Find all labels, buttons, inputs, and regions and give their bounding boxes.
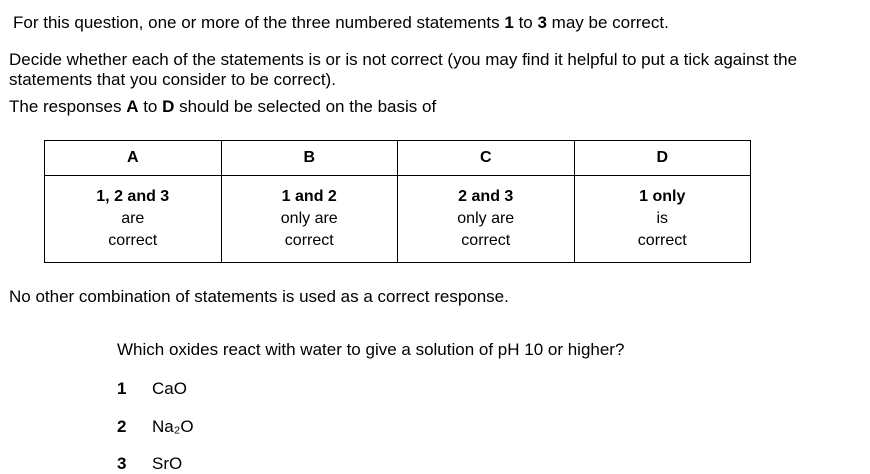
response-letter-a: A xyxy=(45,141,222,176)
statement-text: Na₂O xyxy=(152,417,194,436)
response-meaning-c: 2 and 3 only are correct xyxy=(398,176,575,263)
intro-line-3: The responses A to D should be selected on the basis of xyxy=(9,97,437,116)
response-header-row xyxy=(45,141,751,176)
question-text: Which oxides react with water to give a solution of pH 10 or higher? xyxy=(117,340,625,359)
response-meaning-row xyxy=(45,176,751,263)
no-other-combination-note: No other combination of statements is used as a correct response. xyxy=(9,287,509,306)
response-key-table xyxy=(44,140,751,263)
statement-3 xyxy=(117,454,182,474)
statement-text: SrO xyxy=(152,454,183,473)
statement-number: 2 xyxy=(117,417,127,436)
response-letter-b: B xyxy=(221,141,398,176)
statement-text: CaO xyxy=(152,379,187,398)
response-meaning-a: 1, 2 and 3 are correct xyxy=(45,176,222,263)
response-letter-c: C xyxy=(398,141,575,176)
response-letter-d: D xyxy=(574,141,751,176)
statement-number: 3 xyxy=(117,454,127,473)
intro-line-1: For this question, one or more of the three numbered statements 1 to 3 may be correct. xyxy=(13,13,669,32)
statement-1 xyxy=(117,379,187,399)
statement-2 xyxy=(117,417,194,437)
intro-line-2: Decide whether each of the statements is or is not correct (you may find it helpful to put a tick against the statements that you consider to be correct). xyxy=(9,50,798,89)
statement-number: 1 xyxy=(117,379,127,398)
response-meaning-d: 1 only is correct xyxy=(574,176,751,263)
response-meaning-b: 1 and 2 only are correct xyxy=(221,176,398,263)
